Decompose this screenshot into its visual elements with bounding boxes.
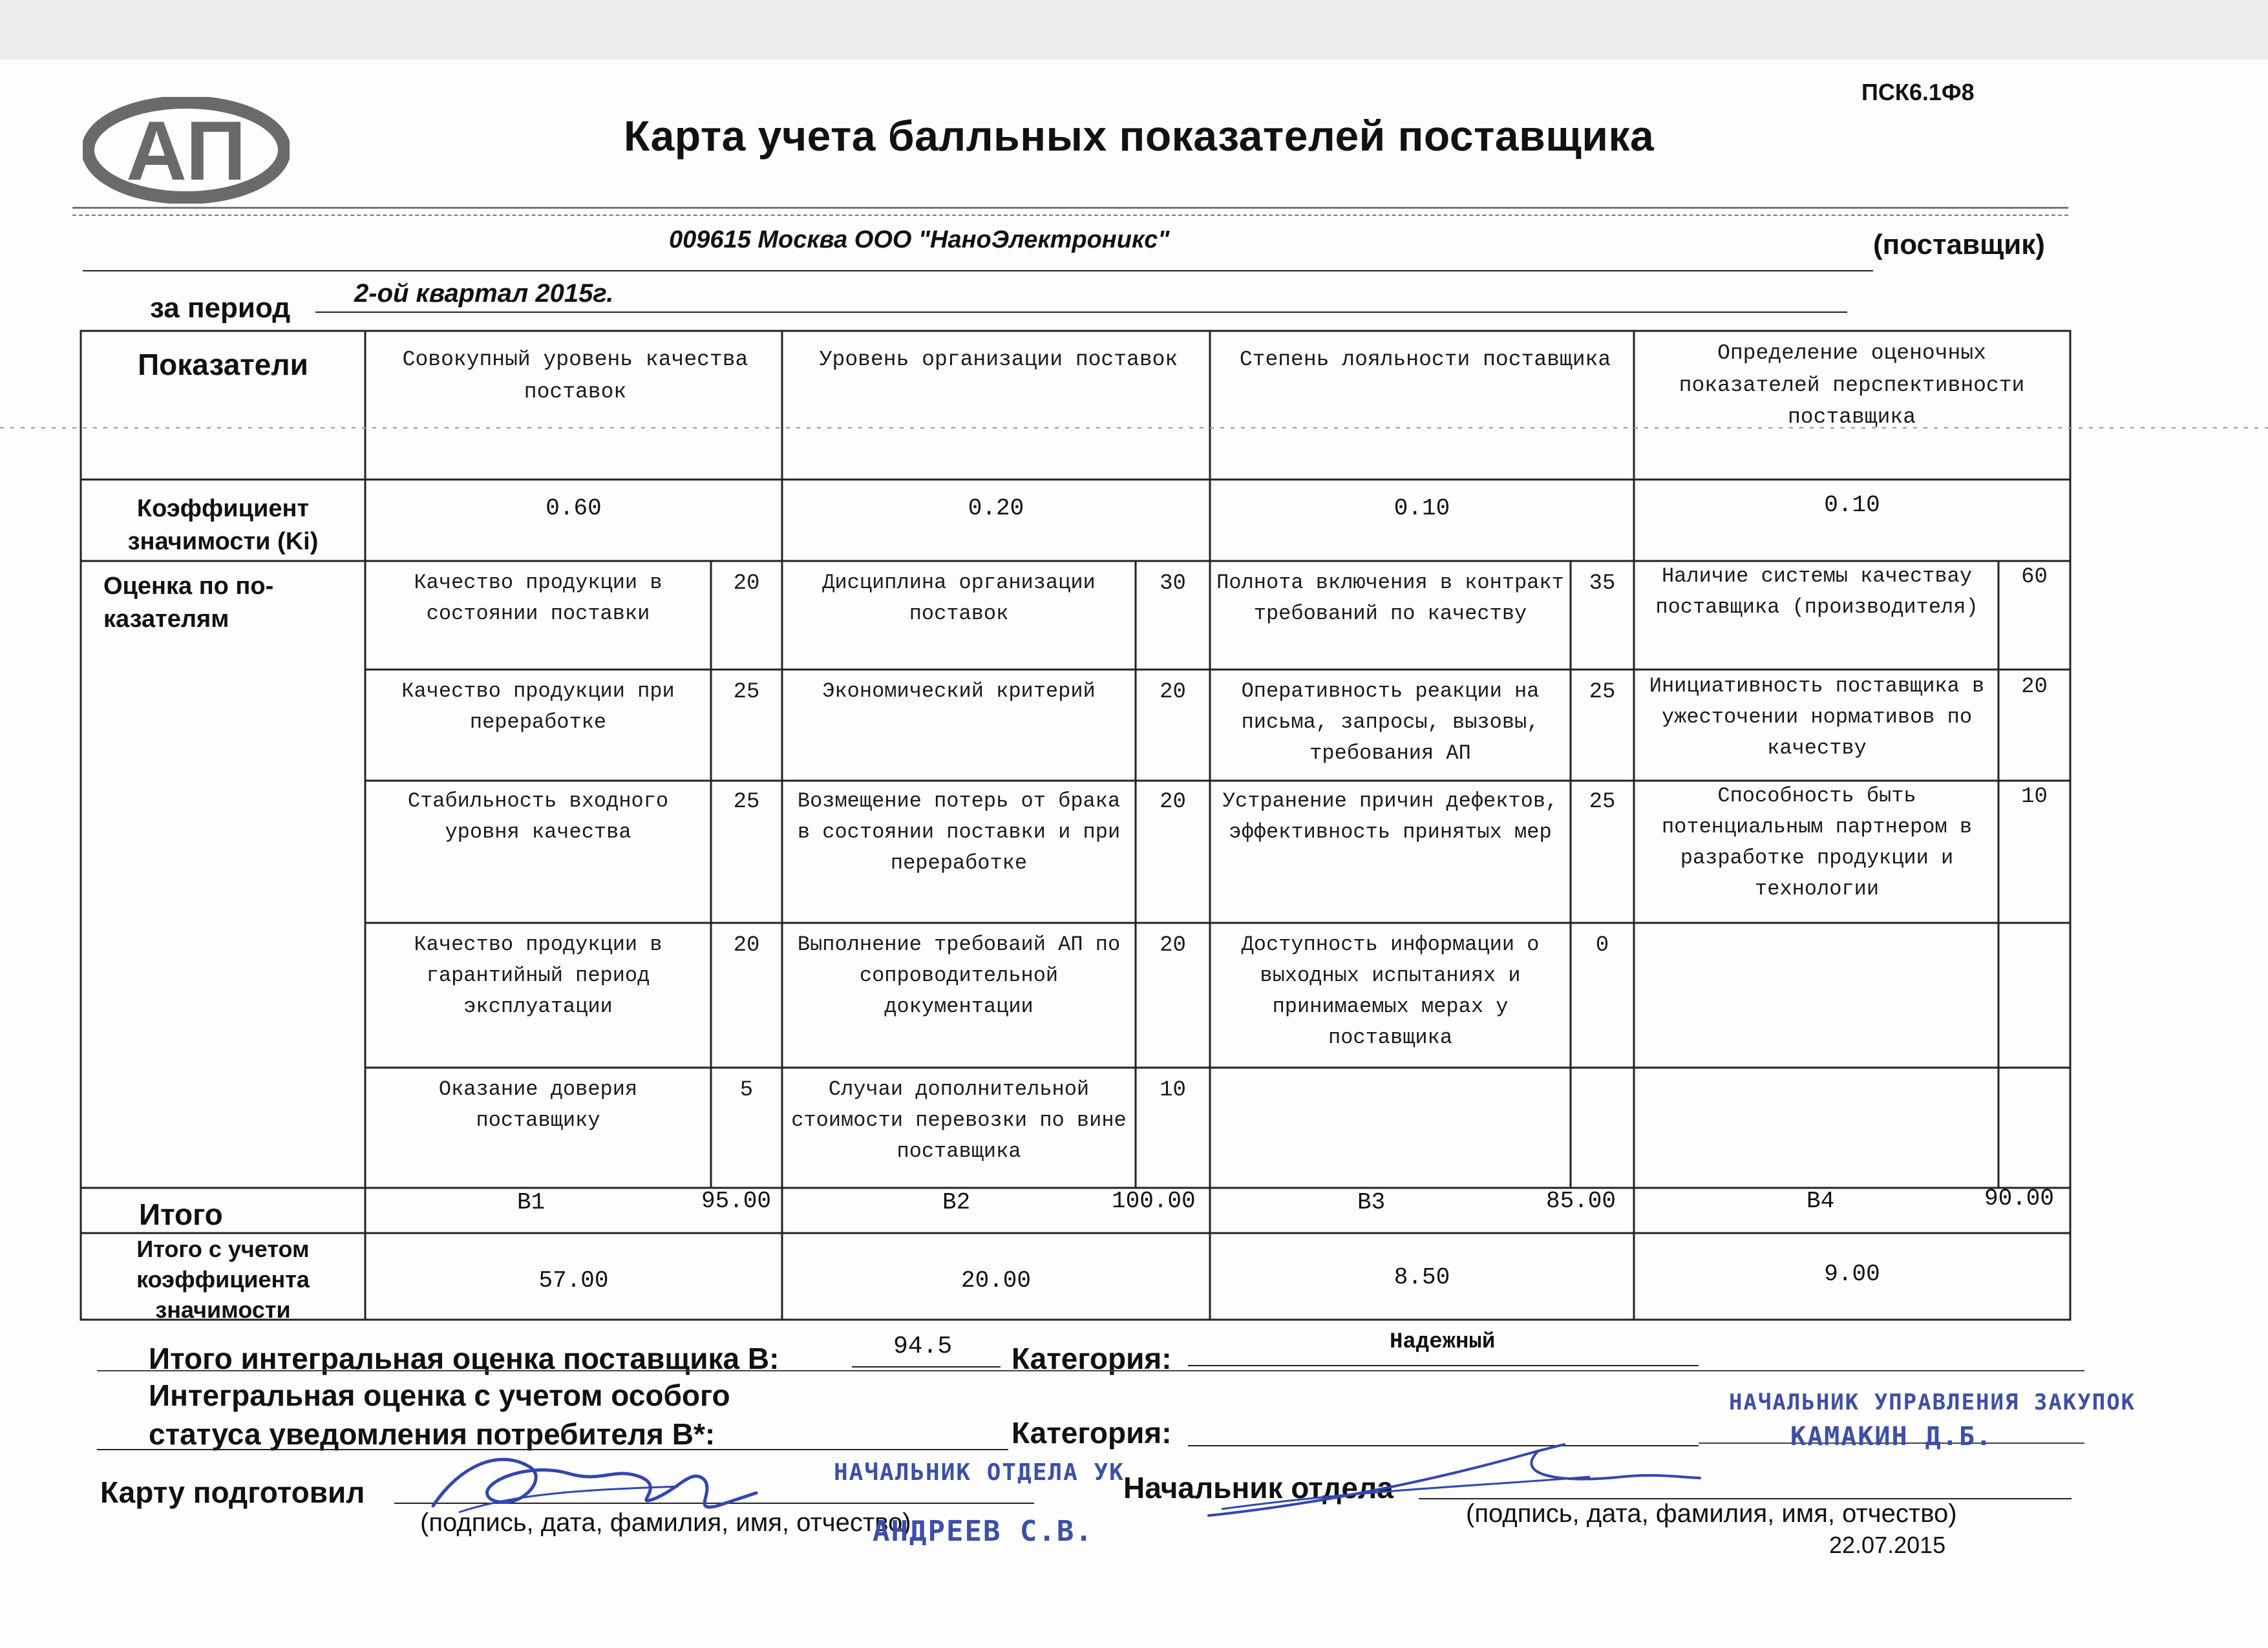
coef-row-header: Коэффициент значимости (Ki) [127,495,319,556]
total-label-b4: В4 [1807,1188,1835,1214]
head-caption: (подпись, дата, фамилия, имя, отчество) [1466,1499,1957,1528]
stamp-right-line2: КАМАКИН Д.Б. [1790,1422,1993,1452]
integral-value: 94.5 [893,1333,953,1360]
stamp-left-line2: АНДРЕЕВ С.В. [873,1515,1094,1548]
criterion-name: Наличие системы качествау поставщика (производителя) [1655,564,1978,619]
coef-1: 0.60 [546,495,602,522]
criterion-score: 20 [1160,680,1186,704]
total-b4: 90.00 [1984,1185,2055,1212]
head-label: Начальник отдела [1123,1471,1394,1505]
group-header-3: Степень лояльности поставщика [1239,348,1611,372]
indicators-header: Показатели [138,348,308,381]
integral-special-category-label: Категория: [1012,1416,1172,1450]
coef-2: 0.20 [968,495,1024,522]
weighted-2: 20.00 [960,1267,1032,1294]
criterion-name: Случаи дополнительной стоимости перевозки по вине поставщика [791,1077,1127,1163]
criterion-name: Доступность информации о выходных испытаниях и принимаемых мерах у поставщика [1241,933,1540,1050]
criterion-name: Дисциплина организации поставок [822,571,1096,626]
criterion-score: 5 [739,1078,754,1103]
total-label-b1: В1 [517,1189,546,1216]
form-code: ПСК6.1Ф8 [1861,79,1975,105]
group-header-4: Определение оценочных показателей перспективности поставщика [1679,341,2025,429]
integral-category-label: Категория: [1012,1342,1172,1375]
weighted-4: 9.00 [1824,1261,1880,1287]
total-label-b2: В2 [942,1189,971,1216]
prepared-by-caption: (подпись, дата, фамилия, имя, отчество) [420,1508,911,1537]
criterion-name: Качество продукции при переработке [401,679,675,734]
total-b2: 100.00 [1112,1188,1196,1214]
period-label: за период [150,292,291,324]
integral-category: Надежный [1390,1330,1496,1355]
eval-row-header: Оценка по по-казателям [103,573,274,633]
stamp-right-line1: НАЧАЛЬНИК УПРАВЛЕНИЯ ЗАКУПОК [1729,1389,2136,1415]
criterion-name: Полнота включения в контракт требований по качеству [1216,571,1564,626]
criterion-score: 20 [733,571,760,596]
criterion-name: Возмещение потерь от брака в состоянии поставки и при переработке [797,789,1121,875]
criterion-score: 10 [2021,785,2048,809]
criterion-score: 10 [1160,1078,1186,1103]
criterion-score: 35 [1589,571,1616,596]
period-value: 2-ой квартал 2015г. [354,279,614,308]
criterion-score: 60 [2021,565,2048,589]
total-row-header: Итого [139,1198,223,1231]
criterion-name: Оказание доверия поставщику [438,1077,638,1132]
signature-head [1202,1438,1706,1528]
prepared-by-label: Карту подготовил [100,1475,365,1509]
criterion-name: Инициативность поставщика в ужесточении нормативов по качеству [1649,674,1985,760]
criterion-name: Оперативность реакции на письма, запросы, вызовы, требования АП [1241,679,1540,765]
weighted-row-header: Итого с учетом коэффициента значимости [136,1236,310,1323]
criterion-name: Способность быть потенциальным партнером в разработке продукции и технологии [1661,784,1973,901]
weighted-1: 57.00 [538,1267,609,1294]
signature-prepared-by [420,1441,782,1525]
criterion-score: 20 [1160,933,1186,958]
supplier-suffix: (поставщик) [1873,229,2045,260]
criterion-name: Выполнение требоваий АП по сопроводительной документации [797,933,1121,1019]
page-title: Карта учета балльных показателей поставщика [624,112,1655,160]
stamp-left-line1: НАЧАЛЬНИК ОТДЕЛА УК [834,1459,1125,1486]
criterion-score: 0 [1595,933,1609,958]
group-header-1: Совокупный уровень качества поставок [402,348,748,404]
criterion-name: Устранение причин дефектов, эффективность принятых мер [1222,789,1558,844]
total-b1: 95.00 [701,1188,772,1214]
ap-logo-text: АП [126,103,246,198]
integral-special-line2: статуса уведомления потребителя В*: [149,1417,715,1451]
total-b3: 85.00 [1546,1188,1616,1214]
criterion-name: Стабильность входного уровня качества [407,789,669,844]
coef-3: 0.10 [1394,495,1450,522]
integral-row-rule [97,1370,2084,1371]
coef-4: 0.10 [1824,492,1880,518]
criterion-name: Экономический критерий [822,679,1096,703]
group-header-2: Уровень организации поставок [819,348,1178,372]
criterion-score: 20 [733,933,760,958]
criterion-score: 25 [733,790,760,814]
total-label-b3: В3 [1357,1189,1386,1216]
integral-category-underline [1188,1365,1699,1366]
integral-special-line1: Интегральная оценка с учетом особого [149,1379,730,1412]
criterion-score: 25 [1589,680,1616,704]
weighted-3: 8.50 [1394,1264,1450,1291]
criterion-score: 20 [2021,675,2048,699]
criterion-name: Качество продукции в гарантийный период эксплуатации [414,933,662,1019]
head-date: 22.07.2015 [1829,1532,1946,1558]
integral-value-underline [852,1366,1001,1368]
supplier-value: 009615 Москва ООО "НаноЭлектроникс" [669,226,1170,253]
criterion-name: Качество продукции в состоянии поставки [414,571,662,626]
criterion-score: 30 [1160,571,1186,596]
criterion-score: 20 [1160,790,1186,814]
integral-label: Итого интегральная оценка поставщика В: [149,1342,779,1375]
criterion-score: 25 [1589,790,1616,814]
criterion-score: 25 [733,680,760,704]
